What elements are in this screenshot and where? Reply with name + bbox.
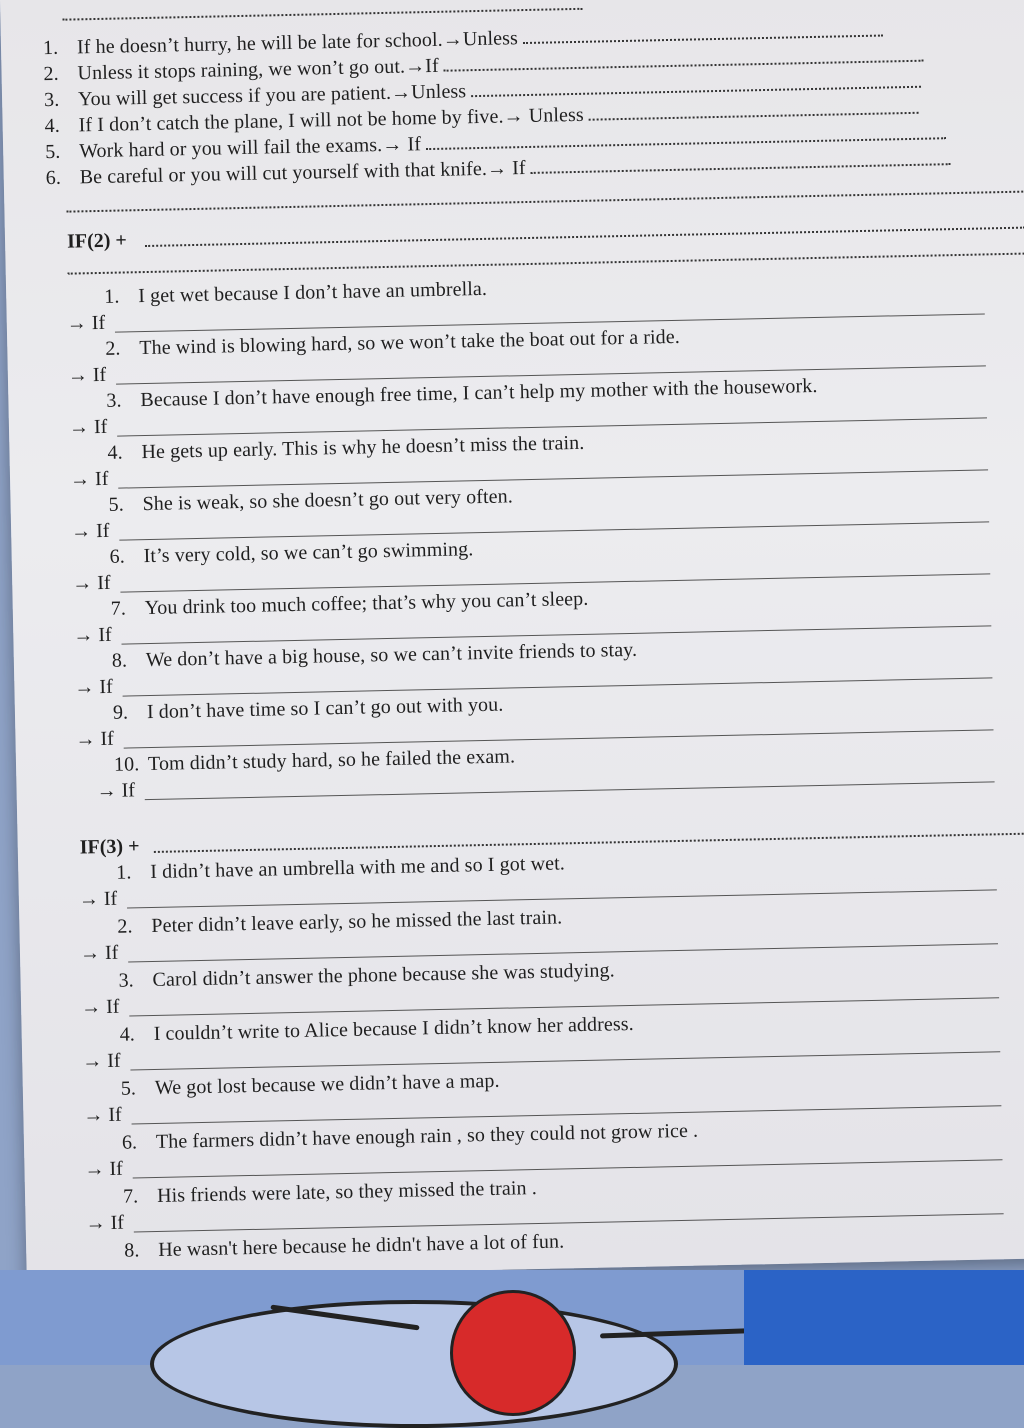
answer-line[interactable] [118, 469, 988, 488]
s3-item-2: 2. Peter didn’t leave early, so he missed the last train. [117, 906, 563, 938]
s3-item-6: 6. The farmers didn’t have enough rain , so they could not grow rice . [121, 1119, 699, 1154]
s2-arrow-2: → If [67, 363, 107, 387]
s2-arrow-6: → If [72, 571, 111, 595]
s3-item-1: 1. I didn’t have an umbrella with me and so I got wet. [116, 852, 566, 884]
s3-arrow-1: → If [78, 887, 118, 911]
s2-arrow-8: → If [74, 675, 113, 699]
s1-item-5: 5. Work hard or you will fail the exams.→ If [45, 122, 946, 164]
s2-item-10: 10. Tom didn’t study hard, so he failed the exam. [113, 745, 516, 776]
s2-arrow-5: → If [70, 519, 110, 543]
section2-header: IF(2) + [66, 229, 128, 253]
s2-item-9: 9. I don’t have time so I can’t go out with you. [112, 693, 504, 724]
s2-item-2: 2. The wind is blowing hard, so we won’t take the boat out for a ride. [105, 325, 681, 360]
answer-line[interactable] [124, 729, 994, 748]
s2-arrow-3: → If [68, 415, 108, 439]
background-fabric [0, 1270, 1024, 1365]
s1-item-6: 6. Be careful or you will cut yourself with that knife.→ If [46, 148, 951, 190]
dotted-line [62, 8, 582, 21]
s3-item-4: 4. I couldn’t write to Alice because I didn’t know her address. [119, 1012, 634, 1046]
s2-arrow-1: → If [66, 311, 106, 335]
s2-item-7: 7. You drink too much coffee; that’s why you can’t sleep. [110, 587, 589, 620]
s2-item-5: 5. She is weak, so she doesn’t go out very often. [108, 485, 514, 516]
s3-item-3: 3. Carol didn’t answer the phone because she was studying. [118, 959, 615, 992]
s2-arrow-10: → If [96, 779, 136, 803]
s3-item-5: 5. We got lost because we didn’t have a map. [120, 1069, 500, 1100]
s3-arrow-4: → If [82, 1049, 121, 1073]
dotted-line [154, 832, 1024, 853]
s1-item-1: 1. If he doesn’t hurry, he will be late for school.→Unless [43, 20, 883, 61]
s3-item-7: 7. His friends were late, so they missed the train . [122, 1177, 538, 1208]
s3-arrow-6: → If [84, 1157, 124, 1181]
s2-item-4: 4. He gets up early. This is why he doesn’t miss the train. [107, 431, 585, 464]
fabric-blue-area [744, 1270, 1024, 1365]
s2-arrow-9: → If [75, 727, 115, 751]
answer-line[interactable] [134, 1213, 1004, 1232]
s3-arrow-7: → If [85, 1211, 125, 1235]
s2-item-8: 8. We don’t have a big house, so we can’t invite friends to stay. [111, 638, 638, 672]
s2-arrow-7: → If [73, 623, 112, 647]
s3-item-8: 8. He wasn't here because he didn't have a lot of fun. [123, 1230, 565, 1262]
answer-line[interactable] [123, 677, 993, 696]
s2-item-3: 3. Because I don’t have enough free time, I can’t help my mother with the housework. [106, 374, 818, 412]
s2-item-1: 1. I get wet because I don’t have an umbrella. [104, 277, 488, 308]
s1-item-3: 3. You will get success if you are patient.→Unless [44, 71, 922, 112]
dotted-line [145, 227, 1024, 247]
s3-arrow-3: → If [80, 995, 120, 1019]
answer-line[interactable] [119, 521, 989, 540]
s2-arrow-4: → If [69, 467, 109, 491]
s1-item-4: 4. If I don’t catch the plane, I will not be home by five.→ Unless [44, 97, 919, 138]
s3-arrow-5: → If [83, 1103, 122, 1127]
s1-item-2: 2. Unless it stops raining, we won’t go out.→If [43, 45, 924, 86]
answer-line[interactable] [145, 781, 995, 800]
cartoon-nose-shape [450, 1290, 576, 1416]
answer-line[interactable] [133, 1159, 1003, 1178]
section3-header: IF(3) + [79, 835, 140, 859]
s2-item-6: 6. It’s very cold, so we can’t go swimming. [109, 538, 474, 568]
s3-arrow-2: → If [79, 941, 119, 965]
cartoon-face-shape [150, 1300, 678, 1428]
dotted-line [68, 253, 1024, 275]
answer-line[interactable] [130, 1051, 1000, 1070]
dotted-line [66, 191, 1024, 213]
